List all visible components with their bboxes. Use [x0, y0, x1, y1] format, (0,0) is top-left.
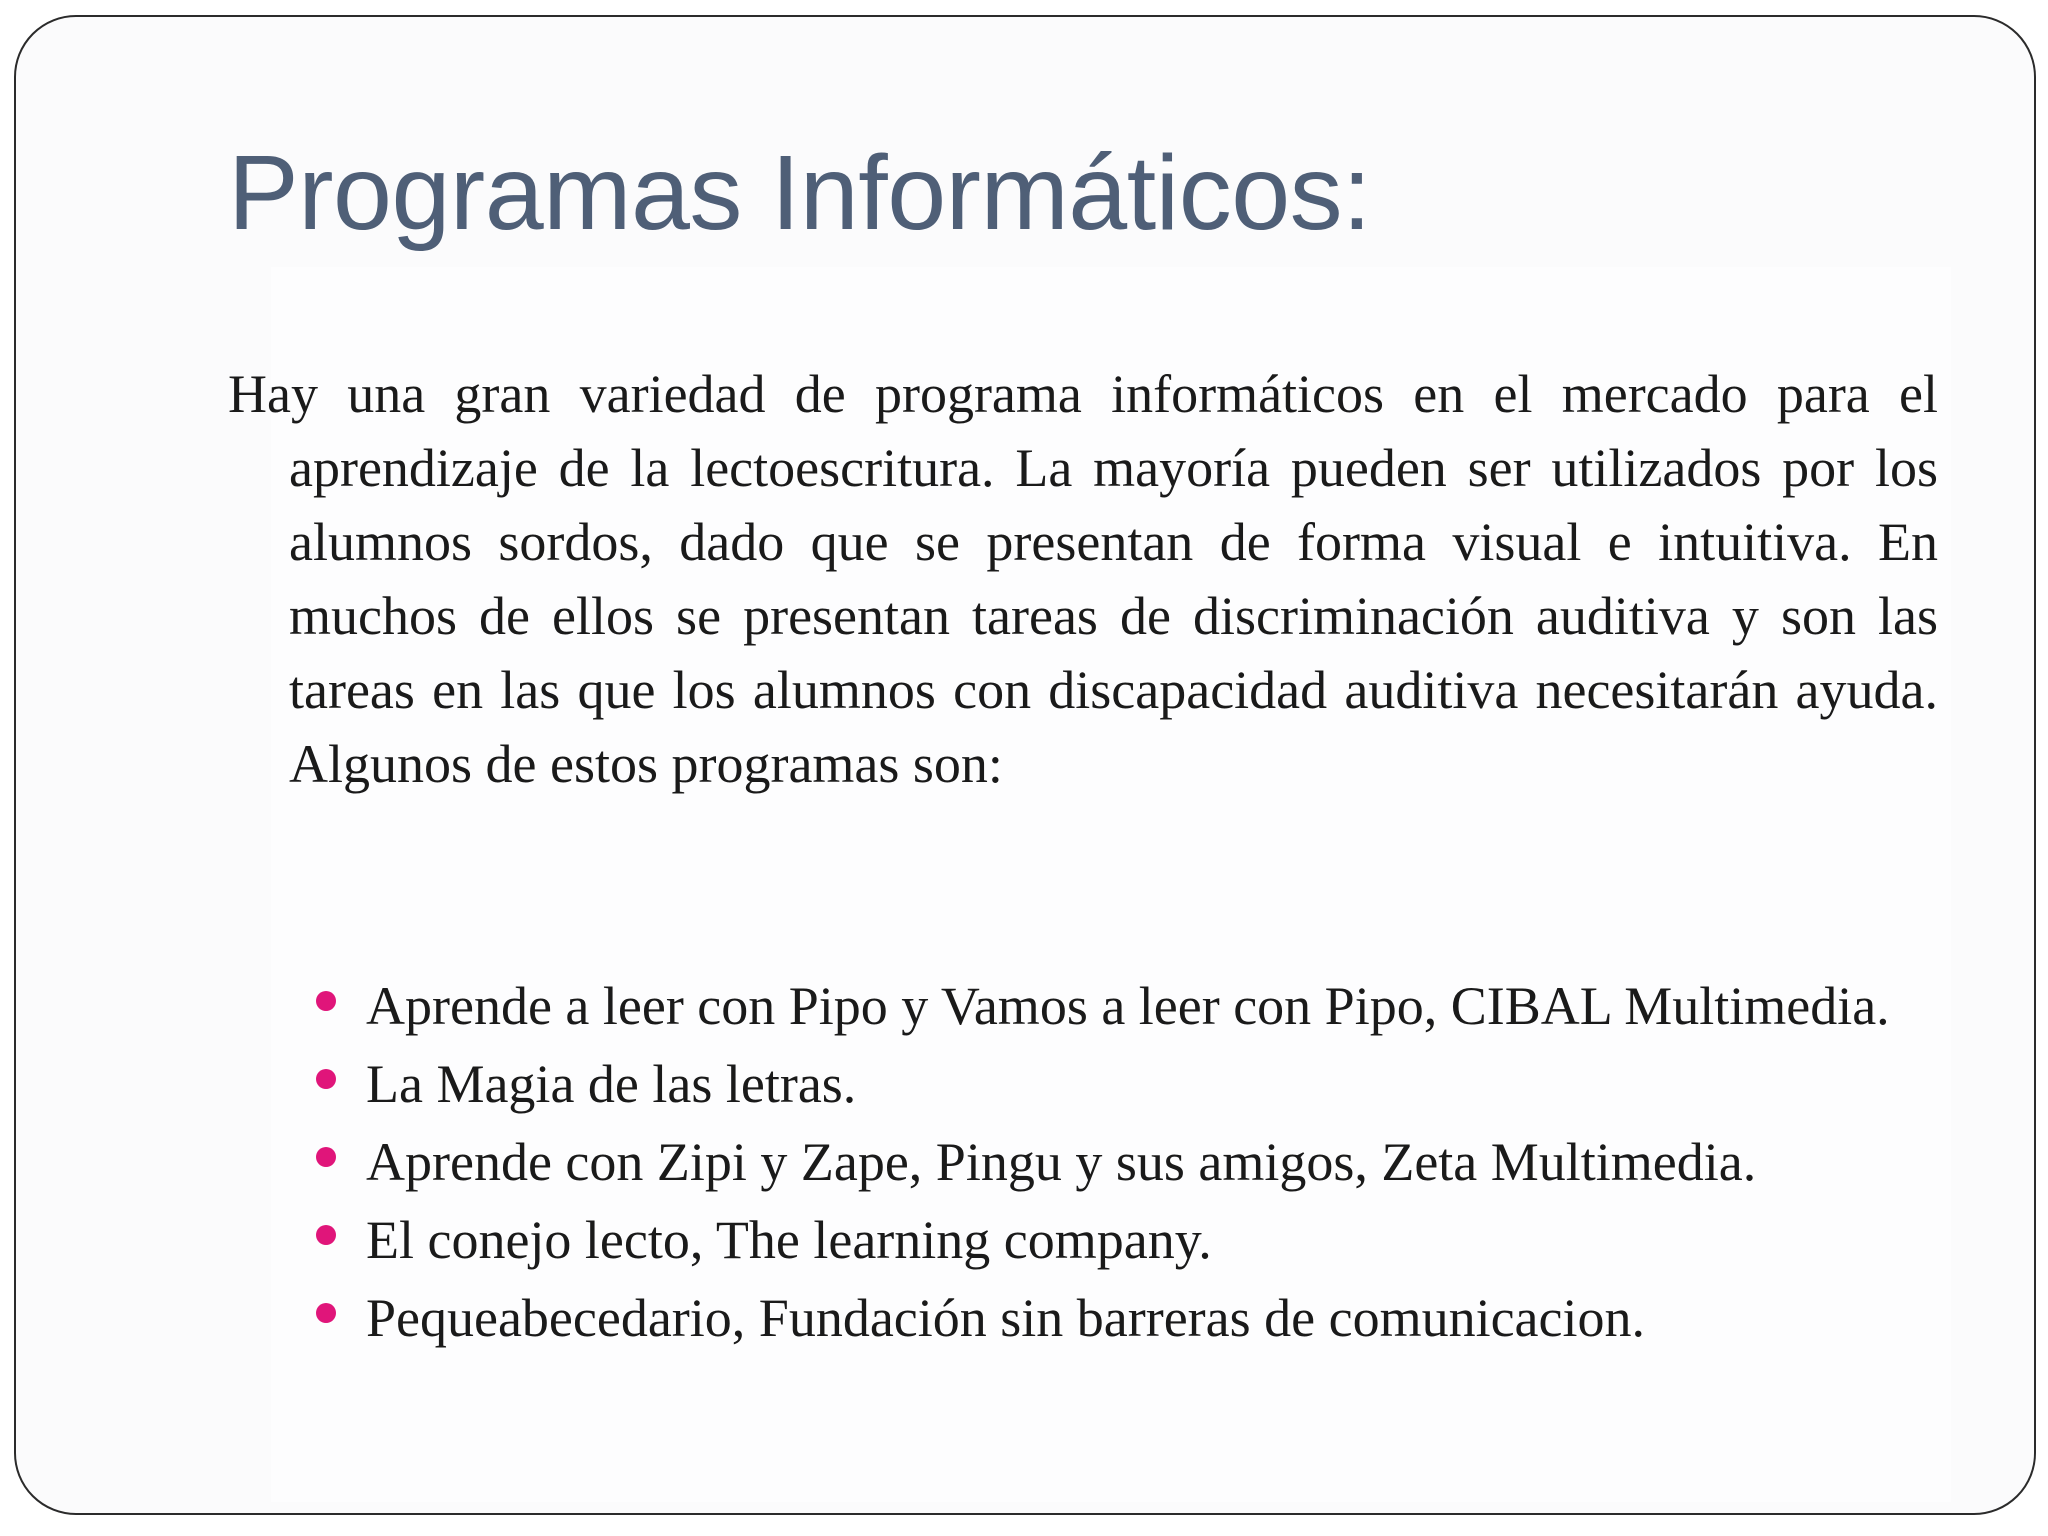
list-item-text: El conejo lecto, The learning company. [366, 1210, 1212, 1270]
list-item-text: Pequeabecedario, Fundación sin barreras de comunicacion. [366, 1288, 1645, 1348]
list-item [312, 1129, 1938, 1195]
intro-paragraph: Hay una gran variedad de programa informáticos en el mercado para el aprendizaje de la lectoescritura. La mayoría pueden ser utilizados por los alumnos sordos, dado que se presentan de forma visual e intuitiva. En muchos de ellos se presentan tareas de discriminación auditiva y son las tareas en las que los alumnos con discapacidad auditiva necesitarán ayuda. Algunos de estos programas son: [228, 364, 1938, 794]
list-item-text: La Magia de las letras. [366, 1054, 857, 1114]
list-item [312, 1207, 1938, 1273]
bullet-dot-icon [316, 1303, 336, 1323]
list-item [312, 1285, 1938, 1351]
bullet-dot-icon [316, 1225, 336, 1245]
bullet-dot-icon [316, 1147, 336, 1167]
bullet-dot-icon [316, 1069, 336, 1089]
slide-title: Programas Informáticos: [228, 134, 1372, 252]
list-item [312, 1051, 1938, 1117]
list-item-text: Aprende con Zipi y Zape, Pingu y sus amigos, Zeta Multimedia. [366, 1132, 1757, 1192]
bullet-dot-icon [316, 991, 336, 1011]
list-item-text: Aprende a leer con Pipo y Vamos a leer con Pipo, CIBAL Multimedia. [366, 976, 1890, 1036]
program-list [312, 973, 1938, 1363]
slide [14, 15, 2036, 1515]
list-item [312, 973, 1938, 1039]
